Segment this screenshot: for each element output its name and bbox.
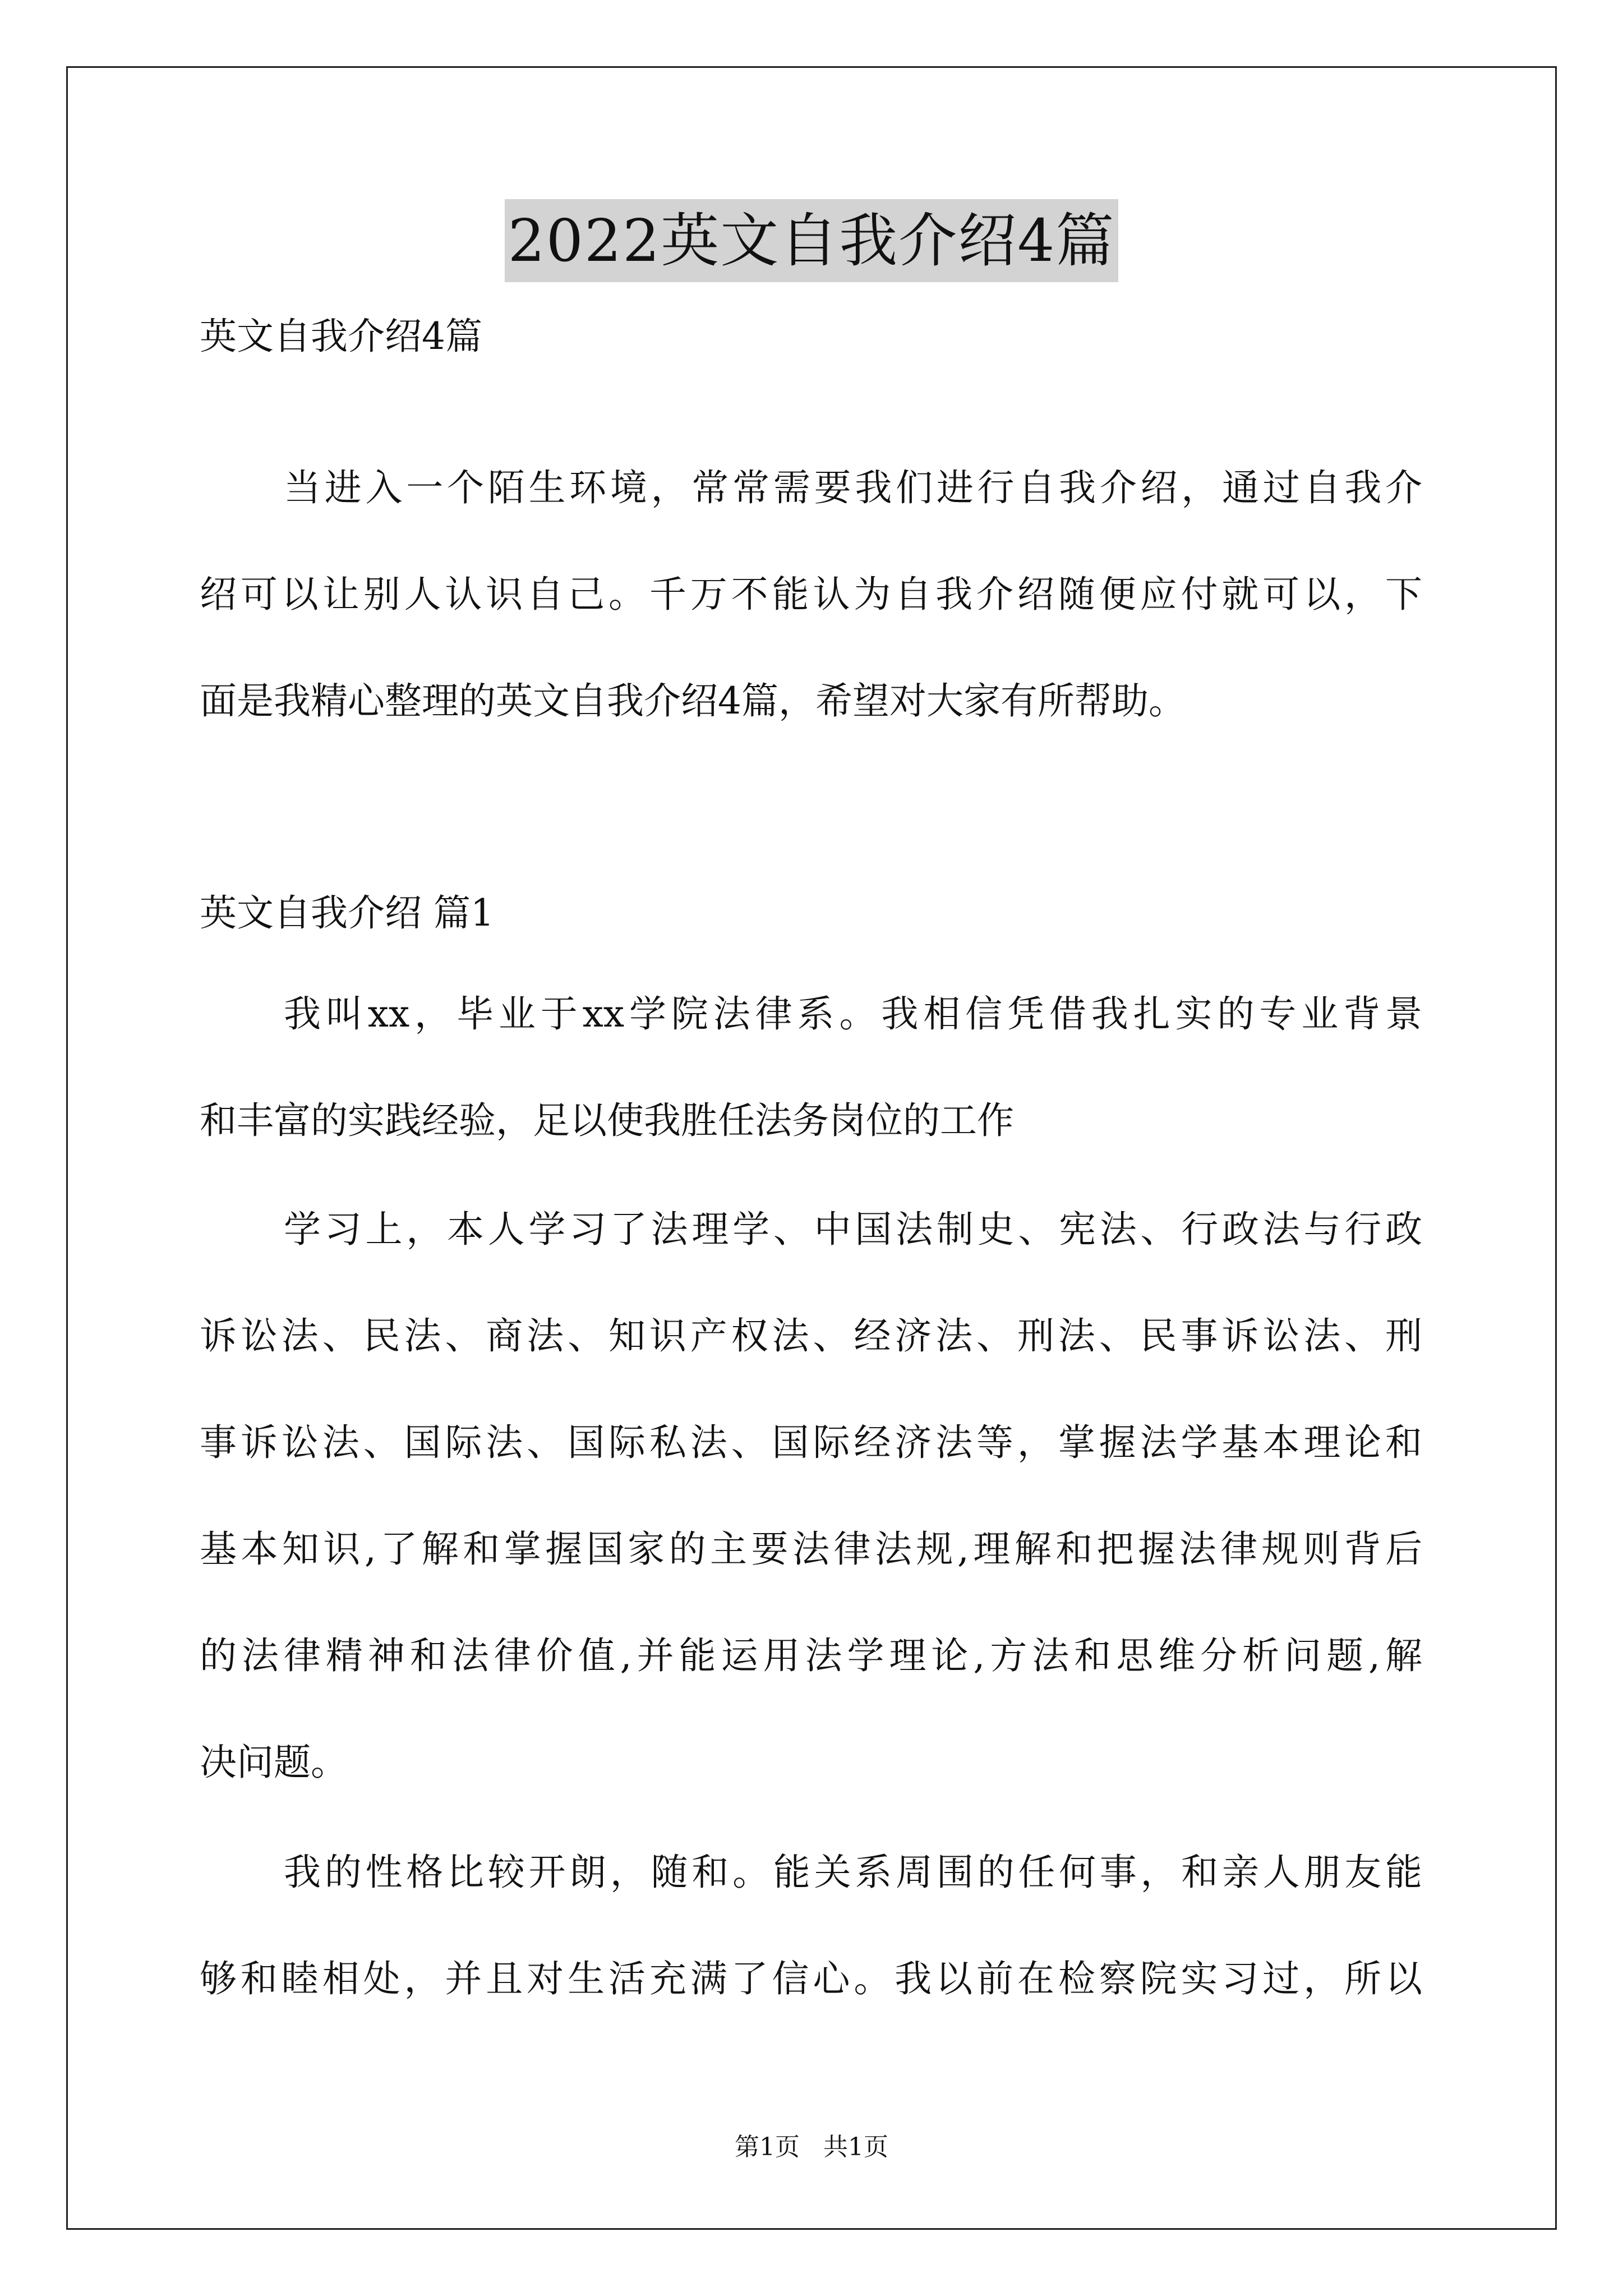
- page-footer: 第1页 共1页: [735, 2133, 888, 2161]
- text-line: 事诉讼法、国际法、国际私法、国际经济法等，掌握法学基本理论和: [200, 1421, 1422, 1464]
- title-container: [0, 199, 1623, 282]
- text-line: 的法律精神和法律价值,并能运用法学理论,方法和思维分析问题,解: [200, 1634, 1422, 1677]
- section-heading: 英文自我介绍 篇1: [200, 891, 494, 935]
- text-line: 当进入一个陌生环境，常常需要我们进行自我介绍，通过自我介: [284, 466, 1422, 509]
- paragraph-study: [200, 1207, 1422, 1847]
- text-line: 面是我精心整理的英文自我介绍4篇，希望对大家有所帮助。: [200, 679, 1186, 723]
- document-subtitle: 英文自我介绍4篇: [200, 315, 482, 358]
- text-line: 和丰富的实践经验，足以使我胜任法务岗位的工作: [200, 1099, 1014, 1142]
- text-line: 决问题。: [200, 1741, 348, 1784]
- text-line: 基本知识,了解和掌握国家的主要法律法规,理解和把握法律规则背后: [200, 1527, 1422, 1571]
- text-line: 学习上，本人学习了法理学、中国法制史、宪法、行政法与行政: [284, 1208, 1422, 1251]
- paragraph-personality: [200, 1850, 1422, 2063]
- document-title: 2022英文自我介绍4篇: [505, 199, 1119, 282]
- text-line: 绍可以让别人认识自己。千万不能认为自我介绍随便应付就可以，下: [200, 573, 1422, 616]
- text-line: 诉讼法、民法、商法、知识产权法、经济法、刑法、民事诉讼法、刑: [200, 1314, 1422, 1358]
- text-line: 够和睦相处，并且对生活充满了信心。我以前在检察院实习过，所以: [200, 1957, 1422, 2000]
- paragraph-intro-self: [200, 992, 1422, 1205]
- text-line: 我叫xx，毕业于xx学院法律系。我相信凭借我扎实的专业背景: [284, 992, 1422, 1036]
- text-line: 我的性格比较开朗，随和。能关系周围的任何事，和亲人朋友能: [284, 1851, 1422, 1894]
- intro-paragraph: [200, 466, 1422, 785]
